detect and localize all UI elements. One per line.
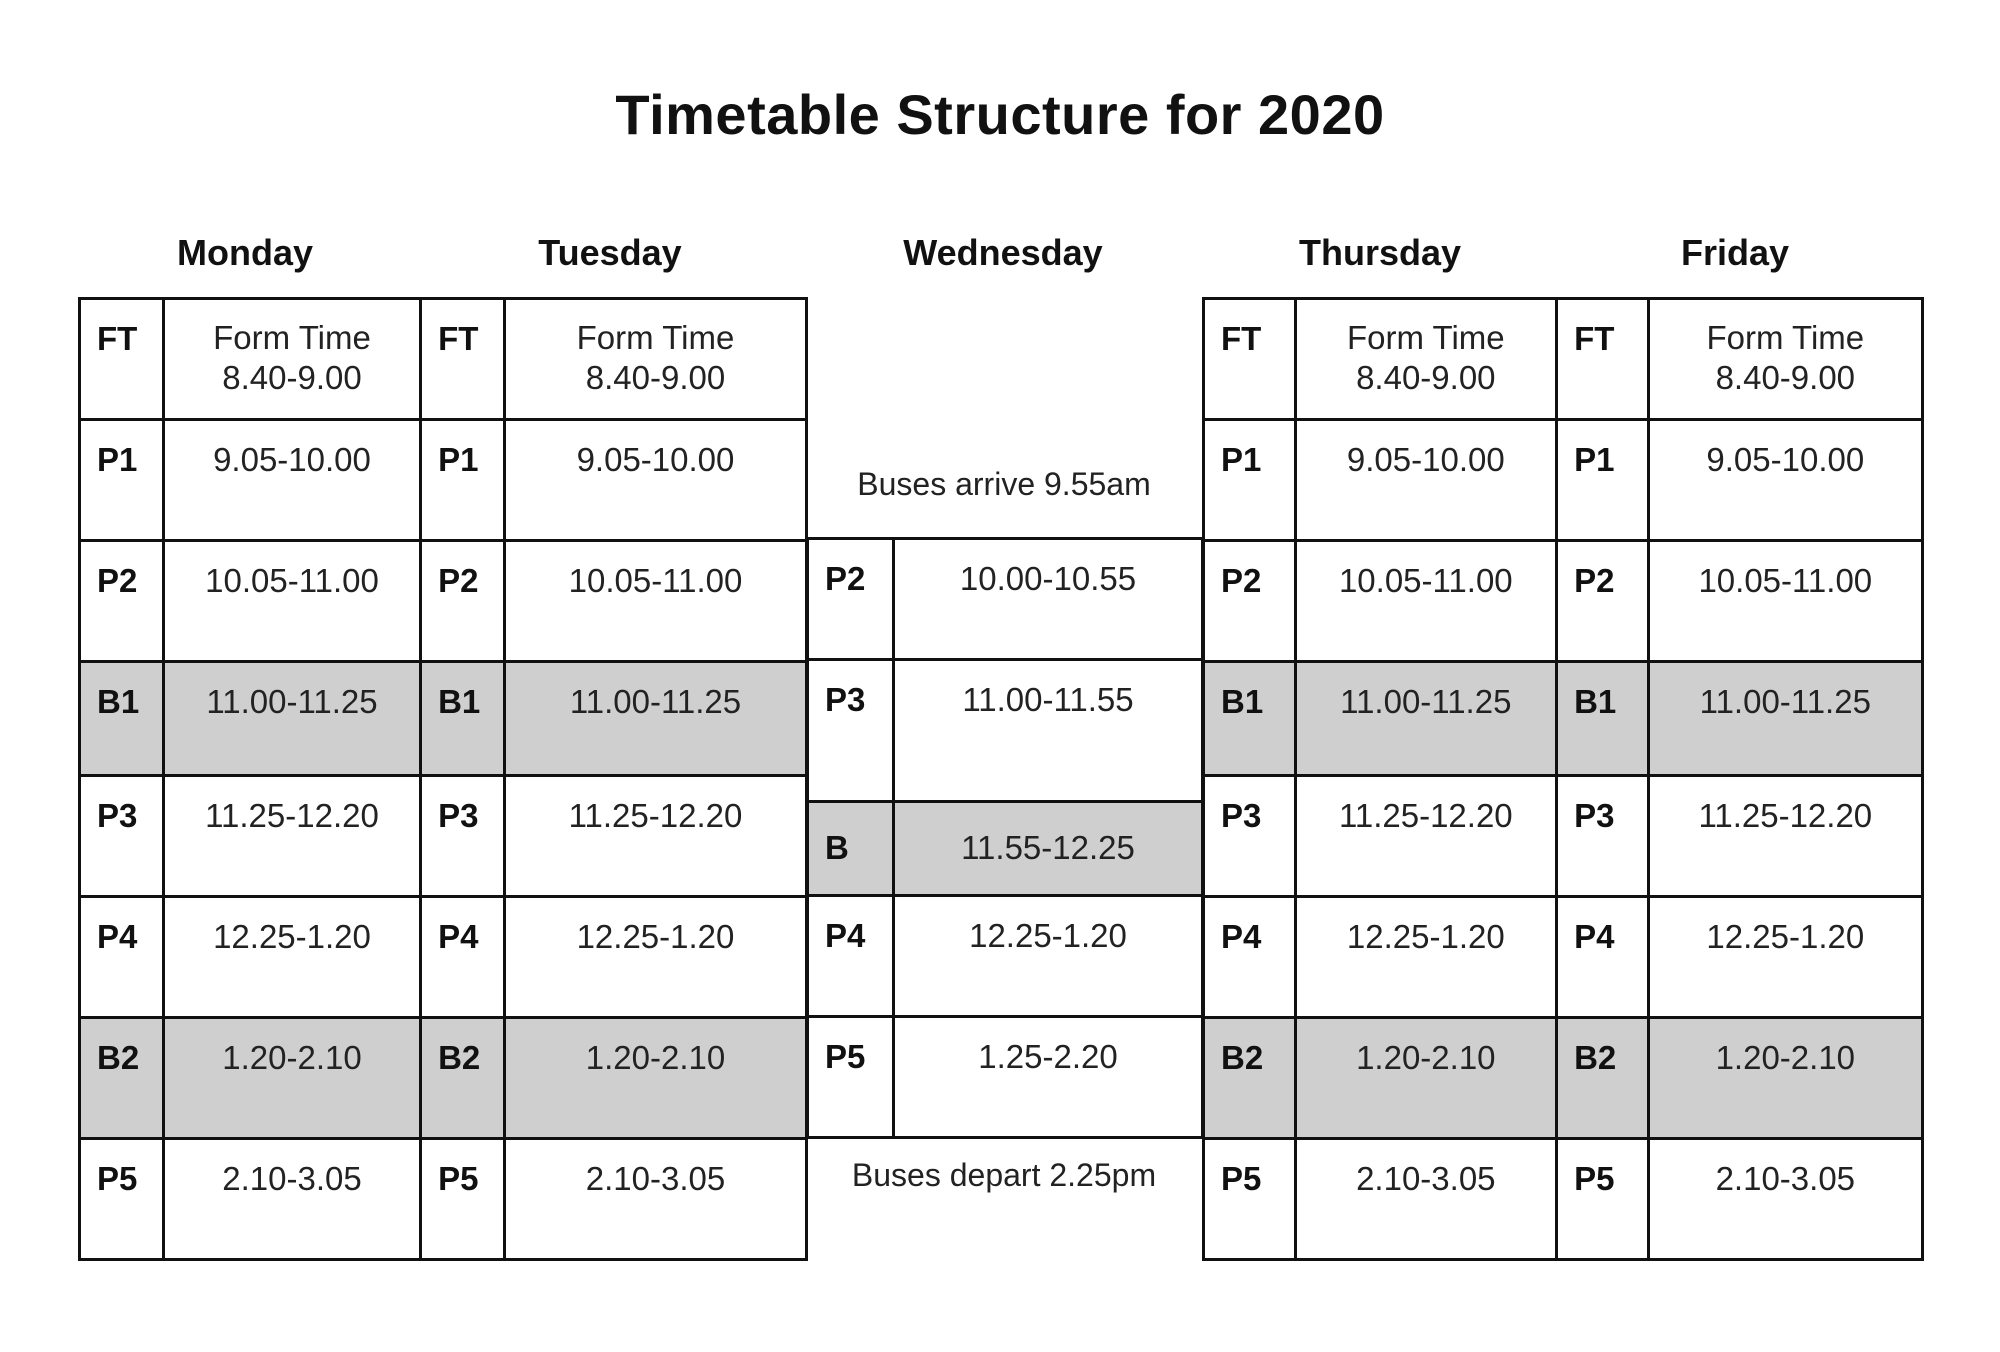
form-time-label: Form Time <box>213 319 371 356</box>
buses-depart-note: Buses depart 2.25pm <box>851 1157 1157 1193</box>
wednesday-period-time: 12.25-1.20 <box>894 896 1203 1017</box>
friday-period-time: 11.00-11.25 <box>1648 662 1922 776</box>
friday-period-code: FT <box>1557 299 1649 420</box>
tuesday-period-time: 11.00-11.25 <box>504 662 806 776</box>
friday-period-time: 2.10-3.05 <box>1648 1139 1922 1260</box>
thursday-period-time: 1.20-2.10 <box>1295 1018 1557 1139</box>
tuesday-period-time: 11.25-12.20 <box>504 776 806 897</box>
form-time-label: Form Time <box>576 319 735 356</box>
day-header-tuesday: Tuesday <box>538 232 682 273</box>
table-row <box>1204 1018 1923 1139</box>
thursday-period-time: 12.25-1.20 <box>1295 897 1557 1018</box>
monday-period-time: 9.05-10.00 <box>163 420 420 541</box>
wednesday-period-time: 11.55-12.25 <box>894 802 1203 896</box>
page-title: Timetable Structure for 2020 <box>615 83 1385 146</box>
monday-period-time: 11.00-11.25 <box>163 662 420 776</box>
friday-period-code: P4 <box>1557 897 1649 1018</box>
friday-period-time: 12.25-1.20 <box>1648 897 1922 1018</box>
timetable-mon-tue <box>78 297 808 1261</box>
monday-period-code: P4 <box>80 897 164 1018</box>
tuesday-period-code: P3 <box>421 776 505 897</box>
day-header-friday: Friday <box>1680 232 1790 273</box>
wednesday-period-code: P4 <box>808 896 894 1017</box>
monday-period-time: 12.25-1.20 <box>163 897 420 1018</box>
table-row <box>1204 541 1923 662</box>
table-row <box>1204 299 1923 420</box>
tuesday-period-code: B2 <box>421 1018 505 1139</box>
table-row <box>80 897 807 1018</box>
friday-period-time: 10.05-11.00 <box>1648 541 1922 662</box>
monday-period-time: 11.25-12.20 <box>163 776 420 897</box>
friday-period-time: 9.05-10.00 <box>1648 420 1922 541</box>
thursday-period-code: P2 <box>1204 541 1296 662</box>
form-time-label: Form Time <box>1346 319 1505 356</box>
thursday-period-code: B2 <box>1204 1018 1296 1139</box>
timetable-wednesday <box>806 537 1204 1139</box>
form-time-label: Form Time <box>1706 319 1865 356</box>
table-row <box>808 802 1203 896</box>
tuesday-period-code: B1 <box>421 662 505 776</box>
friday-period-code: P2 <box>1557 541 1649 662</box>
table-row <box>808 1017 1203 1138</box>
thursday-period-time: 11.25-12.20 <box>1295 776 1557 897</box>
friday-period-time <box>1648 299 1922 420</box>
day-header-thursday: Thursday <box>1298 232 1462 273</box>
table-row <box>808 896 1203 1017</box>
thursday-period-code: P4 <box>1204 897 1296 1018</box>
tuesday-period-time: 10.05-11.00 <box>504 541 806 662</box>
form-time-range: 8.40-9.00 <box>585 359 726 396</box>
wednesday-period-time: 1.25-2.20 <box>894 1017 1203 1138</box>
tuesday-period-time: 1.20-2.10 <box>504 1018 806 1139</box>
table-row <box>1204 662 1923 776</box>
thursday-period-code: FT <box>1204 299 1296 420</box>
table-row <box>80 420 807 541</box>
tuesday-period-code: FT <box>421 299 505 420</box>
monday-period-code: FT <box>80 299 164 420</box>
tuesday-period-time: 9.05-10.00 <box>504 420 806 541</box>
table-row <box>1204 1139 1923 1260</box>
table-row <box>80 1139 807 1260</box>
monday-period-code: P3 <box>80 776 164 897</box>
tuesday-period-time <box>504 299 806 420</box>
thursday-period-code: P1 <box>1204 420 1296 541</box>
buses-arrive-note: Buses arrive 9.55am <box>857 466 1151 502</box>
form-time-range: 8.40-9.00 <box>1715 359 1856 396</box>
friday-period-time: 11.25-12.20 <box>1648 776 1922 897</box>
table-row <box>1204 420 1923 541</box>
table-row <box>808 539 1203 660</box>
table-row <box>80 541 807 662</box>
monday-period-time: 1.20-2.10 <box>163 1018 420 1139</box>
wednesday-period-time: 11.00-11.55 <box>894 660 1203 802</box>
friday-period-code: P5 <box>1557 1139 1649 1260</box>
day-header-monday: Monday <box>176 232 313 273</box>
monday-period-time: 10.05-11.00 <box>163 541 420 662</box>
monday-period-time <box>163 299 420 420</box>
tuesday-period-code: P2 <box>421 541 505 662</box>
thursday-period-code: B1 <box>1204 662 1296 776</box>
friday-period-code: P1 <box>1557 420 1649 541</box>
monday-period-code: P1 <box>80 420 164 541</box>
wednesday-period-time: 10.00-10.55 <box>894 539 1203 660</box>
timetable-thu-fri <box>1202 297 1924 1261</box>
monday-period-time: 2.10-3.05 <box>163 1139 420 1260</box>
monday-period-code: P2 <box>80 541 164 662</box>
wednesday-period-code: B <box>808 802 894 896</box>
tuesday-period-time: 2.10-3.05 <box>504 1139 806 1260</box>
monday-period-code: B2 <box>80 1018 164 1139</box>
table-row <box>1204 776 1923 897</box>
wednesday-period-code: P5 <box>808 1017 894 1138</box>
tuesday-period-code: P4 <box>421 897 505 1018</box>
thursday-period-time: 9.05-10.00 <box>1295 420 1557 541</box>
table-row <box>80 299 807 420</box>
tuesday-period-code: P5 <box>421 1139 505 1260</box>
table-row <box>80 1018 807 1139</box>
wednesday-period-code: P3 <box>808 660 894 802</box>
thursday-period-time: 11.00-11.25 <box>1295 662 1557 776</box>
thursday-period-time <box>1295 299 1557 420</box>
thursday-period-time: 10.05-11.00 <box>1295 541 1557 662</box>
day-header-wednesday: Wednesday <box>903 232 1103 273</box>
tuesday-period-code: P1 <box>421 420 505 541</box>
wednesday-period-code: P2 <box>808 539 894 660</box>
friday-period-code: B2 <box>1557 1018 1649 1139</box>
form-time-range: 8.40-9.00 <box>1356 359 1496 396</box>
thursday-period-code: P3 <box>1204 776 1296 897</box>
form-time-range: 8.40-9.00 <box>222 359 362 396</box>
monday-period-code: P5 <box>80 1139 164 1260</box>
table-row <box>80 662 807 776</box>
tuesday-period-time: 12.25-1.20 <box>504 897 806 1018</box>
friday-period-time: 1.20-2.10 <box>1648 1018 1922 1139</box>
friday-period-code: B1 <box>1557 662 1649 776</box>
thursday-period-code: P5 <box>1204 1139 1296 1260</box>
table-row <box>80 776 807 897</box>
friday-period-code: P3 <box>1557 776 1649 897</box>
thursday-period-time: 2.10-3.05 <box>1295 1139 1557 1260</box>
table-row <box>1204 897 1923 1018</box>
table-row <box>808 660 1203 802</box>
monday-period-code: B1 <box>80 662 164 776</box>
